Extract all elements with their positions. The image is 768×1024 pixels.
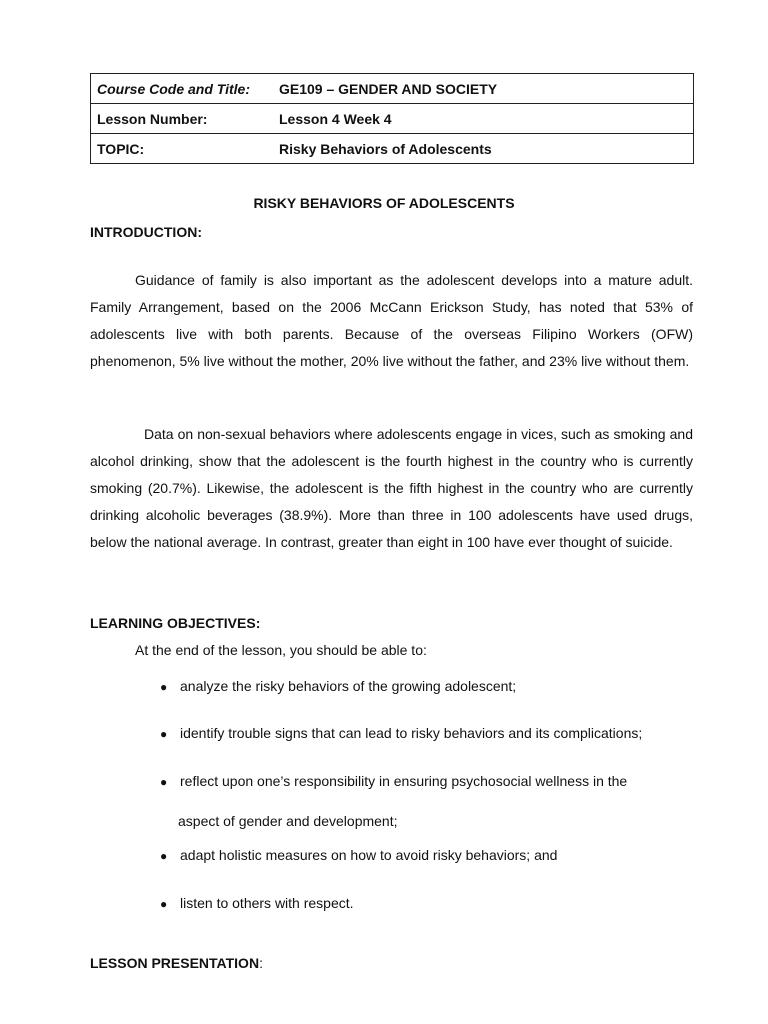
lesson-row bbox=[91, 104, 694, 134]
objective-text: adapt holistic measures on how to avoid risky behaviors; and bbox=[180, 847, 558, 863]
bullet-icon: ● bbox=[160, 680, 168, 694]
document-title: RISKY BEHAVIORS OF ADOLESCENTS bbox=[253, 195, 515, 211]
bullet-icon: ● bbox=[160, 775, 168, 789]
course-label: Course Code and Title: bbox=[97, 80, 250, 97]
course-info-table bbox=[90, 73, 694, 164]
objectives-heading: LEARNING OBJECTIVES: bbox=[90, 615, 261, 631]
bullet-icon: ● bbox=[160, 727, 168, 741]
lesson-value: Lesson 4 Week 4 bbox=[279, 110, 392, 127]
list-item bbox=[160, 677, 700, 696]
introduction-heading: INTRODUCTION: bbox=[90, 224, 202, 240]
list-item bbox=[160, 894, 700, 913]
topic-value: Risky Behaviors of Adolescents bbox=[279, 140, 492, 157]
lesson-presentation-label: LESSON PRESENTATION bbox=[90, 955, 260, 971]
lesson-presentation-heading bbox=[90, 955, 263, 971]
objective-text: analyze the risky behaviors of the growing adolescent; bbox=[180, 678, 517, 694]
objectives-lead: At the end of the lesson, you should be able to: bbox=[135, 642, 427, 658]
heading-colon: : bbox=[259, 955, 263, 971]
bullet-icon: ● bbox=[160, 897, 168, 911]
objective-text: identify trouble signs that can lead to risky behaviors and its complications; bbox=[180, 725, 643, 741]
objective-text-continuation: aspect of gender and development; bbox=[178, 813, 398, 829]
objective-text: reflect upon one’s responsibility in ensuring psychosocial wellness in the bbox=[180, 773, 628, 789]
intro-paragraph-2: Data on non-sexual behaviors where adolescents engage in vices, such as smoking and alcohol drinking, show that the adolescent is the fourth highest in the country who is currently smoking (20.7%). Likewise, the adolescent is the fifth highest in the country who are currently drinking alcoholic beverages (38.9%). More than three in 100 adolescents have used drugs, below the national average. In contrast, greater than eight in 100 have ever thought of suicide. bbox=[90, 426, 693, 550]
course-row bbox=[91, 74, 694, 104]
lesson-label: Lesson Number: bbox=[97, 110, 208, 127]
topic-row bbox=[91, 134, 694, 164]
list-item bbox=[160, 772, 700, 830]
course-value: GE109 – GENDER AND SOCIETY bbox=[279, 80, 498, 97]
bullet-icon: ● bbox=[160, 849, 168, 863]
intro-paragraph-1: Guidance of family is also important as the adolescent develops into a mature adult. Family Arrangement, based on the 2006 McCann Erickson Study, has noted that 53% of adolescents live with both parents. Because of the overseas Filipino Workers (OFW) phenomenon, 5% live without the mother, 20% live without the father, and 23% live without them. bbox=[90, 272, 693, 369]
list-item bbox=[160, 724, 700, 743]
objective-text: listen to others with respect. bbox=[180, 895, 354, 911]
topic-label: TOPIC: bbox=[97, 140, 145, 157]
list-item bbox=[160, 846, 700, 865]
